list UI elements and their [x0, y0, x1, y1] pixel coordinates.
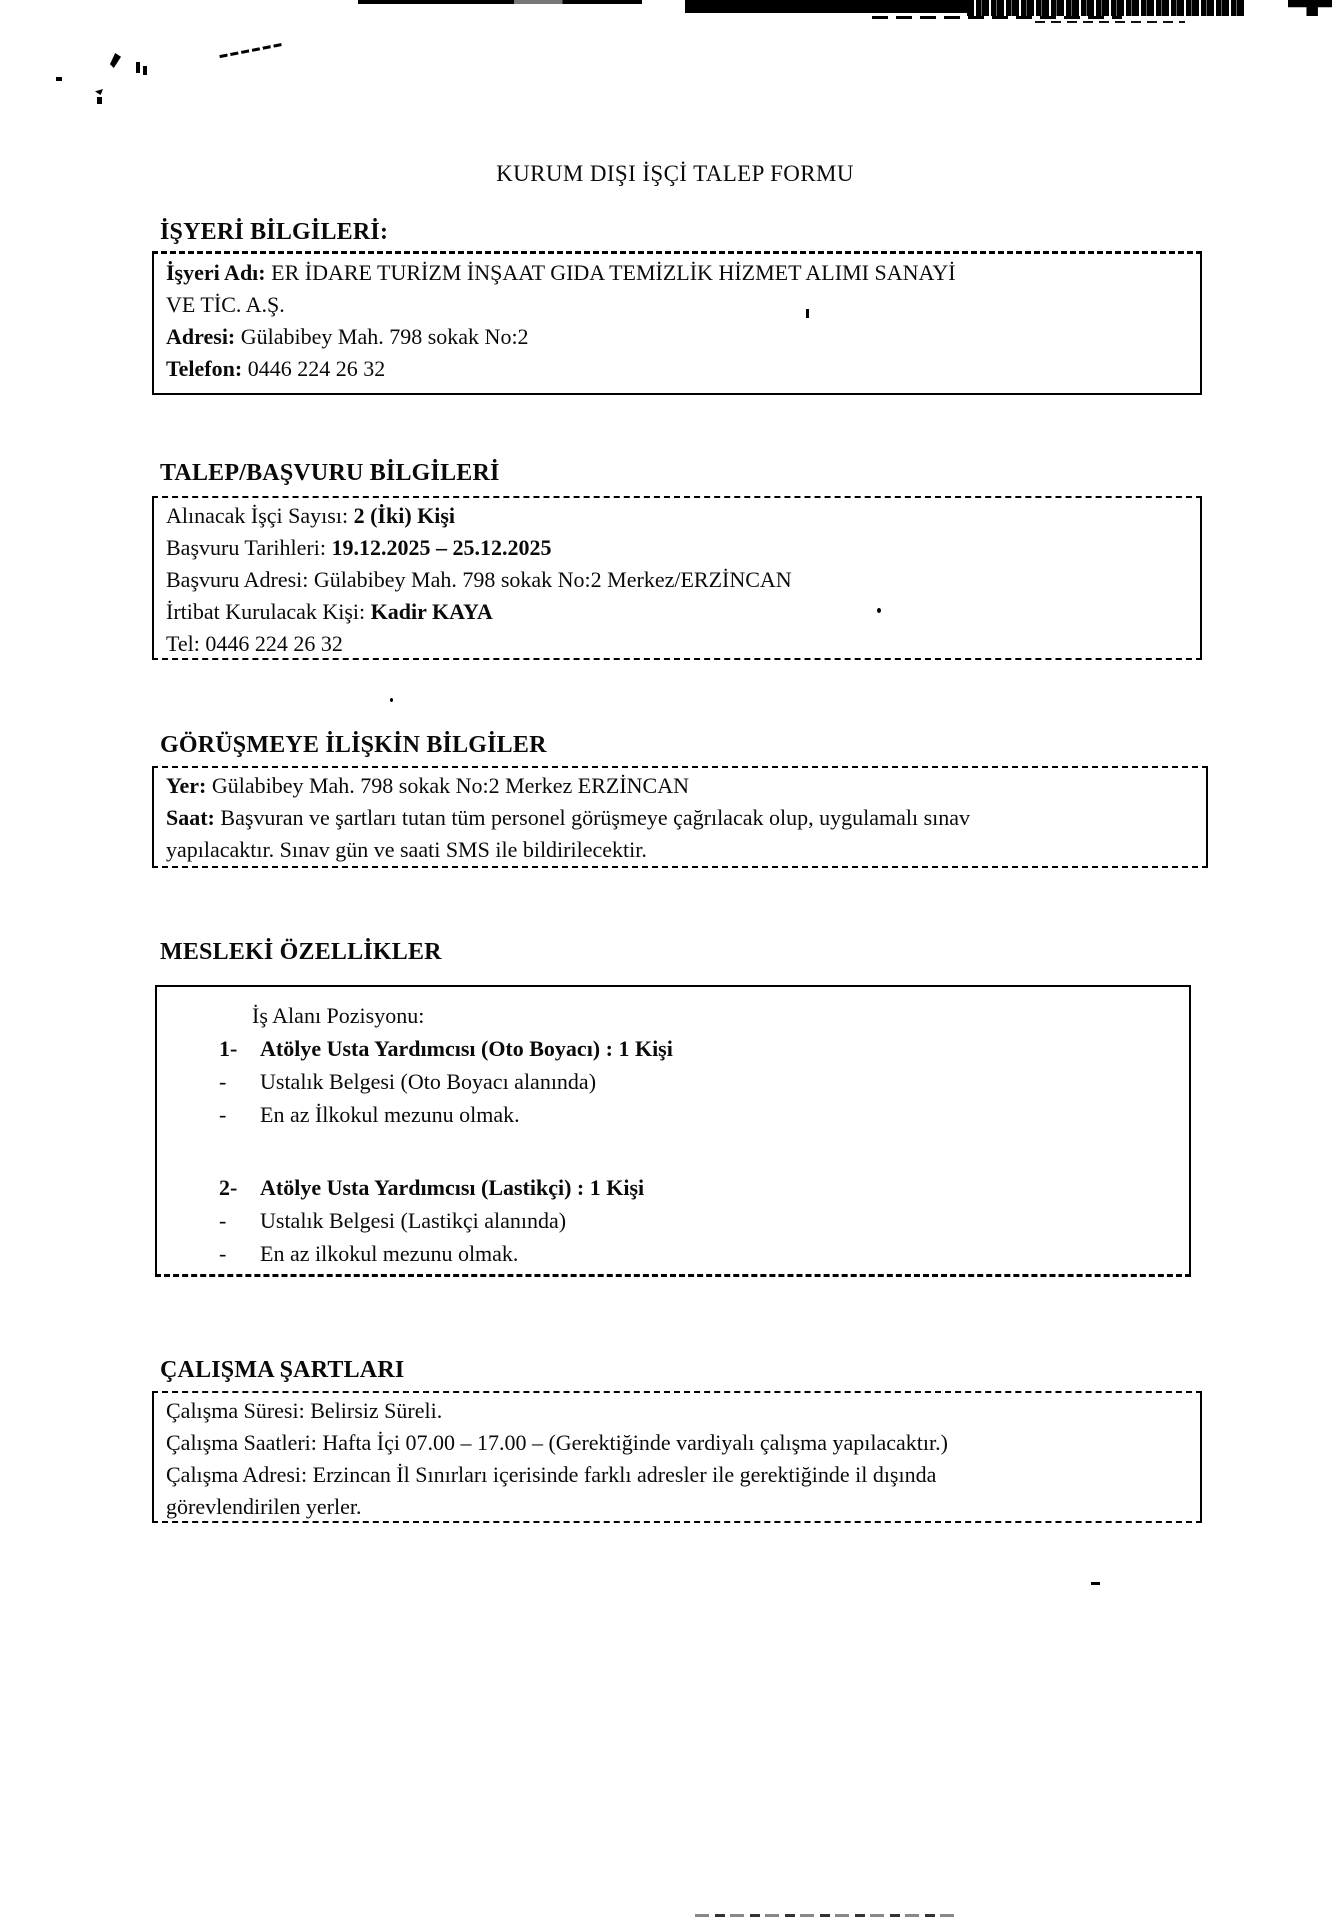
field-basvuru-tarihleri — [154, 532, 1200, 564]
field-label: Saat: — [166, 805, 215, 830]
field-value: Çalışma Adresi: Erzincan İl Sınırları içerisinde farklı adresler ile gerektiğinde il dışında — [166, 1462, 937, 1487]
item-text: Atölye Usta Yardımcısı (Oto Boyacı) : 1 Kişi — [260, 1036, 673, 1061]
field-value: 2 (İki) Kişi — [353, 503, 456, 528]
form-title: KURUM DIŞI İŞÇİ TALEP FORMU — [496, 161, 854, 186]
item-marker: 1- — [219, 1036, 238, 1061]
field-calisma-adresi — [154, 1459, 1200, 1491]
scan-artifact-barcode-bar — [967, 0, 1245, 16]
field-value: Kadir KAYA — [370, 599, 493, 624]
field-label: İşyeri Adı: — [166, 260, 266, 285]
field-isyeri-adi-cont — [154, 289, 1200, 321]
section-heading-calisma: ÇALIŞMA ŞARTLARI — [160, 1357, 405, 1383]
item-marker: - — [219, 1241, 227, 1266]
field-value: Başvuru Adresi: Gülabibey Mah. 798 sokak No:2 Merkez/ERZİNCAN — [166, 567, 792, 592]
field-irtibat-kisi — [154, 596, 1200, 628]
isyeri-info-box — [152, 251, 1202, 395]
item-marker: - — [219, 1102, 227, 1127]
scan-artifact-pen-stroke — [219, 43, 282, 58]
requirement-item — [157, 1065, 1189, 1098]
field-value: 0446 224 26 32 — [242, 356, 386, 381]
scan-artifact-speck — [1091, 1582, 1100, 1585]
field-telefon — [154, 353, 1200, 385]
section-heading-gorusme: GÖRÜŞMEYE İLİŞKİN BİLGİLER — [160, 732, 547, 758]
talep-info-box — [152, 496, 1202, 660]
scan-artifact-corner-mark — [1288, 0, 1332, 16]
field-value: görevlendirilen yerler. — [166, 1494, 362, 1519]
field-calisma-adresi-cont — [154, 1491, 1200, 1523]
field-value: Çalışma Saatleri: Hafta İçi 07.00 – 17.00 – (Gerektiğinde vardiyalı çalışma yapılacaktır.) — [166, 1430, 948, 1455]
spacer — [157, 1131, 1189, 1171]
mesleki-box — [155, 985, 1191, 1277]
scan-artifact-speck — [108, 53, 121, 68]
field-value: Çalışma Süresi: Belirsiz Süreli. — [166, 1398, 443, 1423]
field-saat-cont — [154, 834, 1206, 866]
item-text: Ustalık Belgesi (Lastikçi alanında) — [260, 1208, 567, 1233]
field-label: Adresi: — [166, 324, 236, 349]
section-heading-talep: TALEP/BAŞVURU BİLGİLERİ — [160, 460, 500, 486]
field-calisma-saatleri — [154, 1427, 1200, 1459]
item-text: En az ilkokul mezunu olmak. — [260, 1241, 519, 1266]
scan-artifact-speck — [390, 698, 393, 702]
section-heading-isyeri: İŞYERİ BİLGİLERİ: — [160, 219, 389, 245]
field-isci-sayisi — [154, 500, 1200, 532]
scan-artifact-dashes — [1035, 21, 1185, 23]
item-text: En az İlkokul mezunu olmak. — [260, 1102, 520, 1127]
field-value: Tel: 0446 224 26 32 — [166, 631, 343, 656]
requirement-item — [157, 1098, 1189, 1131]
field-calisma-suresi — [154, 1395, 1200, 1427]
field-yer — [154, 770, 1206, 802]
field-label: İrtibat Kurulacak Kişi: — [166, 599, 371, 624]
field-value: yapılacaktır. Sınav gün ve saati SMS ile bildirilecektir. — [166, 837, 647, 862]
scan-artifact-speck — [56, 77, 62, 81]
field-value: Başvuran ve şartları tutan tüm personel görüşmeye çağrılacak olup, uygulamalı sınav — [214, 805, 971, 830]
item-text: Atölye Usta Yardımcısı (Lastikçi) : 1 Kişi — [260, 1175, 645, 1200]
position-intro: İş Alanı Pozisyonu: — [252, 1003, 425, 1028]
scan-artifact-bottom-dashes — [695, 1914, 955, 1917]
field-value: VE TİC. A.Ş. — [166, 292, 285, 317]
scan-artifact-speck — [143, 66, 147, 75]
field-label: Alınacak İşçi Sayısı: — [166, 503, 354, 528]
field-basvuru-adresi — [154, 564, 1200, 596]
section-heading-mesleki: MESLEKİ ÖZELLİKLER — [160, 939, 442, 965]
scan-artifact-thin-line — [358, 0, 642, 4]
field-value: 19.12.2025 – 25.12.2025 — [331, 535, 552, 560]
field-isyeri-adi — [154, 257, 1200, 289]
item-text: Ustalık Belgesi (Oto Boyacı alanında) — [260, 1069, 597, 1094]
field-saat — [154, 802, 1206, 834]
scan-artifact-speck — [97, 97, 102, 104]
item-marker: 2- — [219, 1175, 238, 1200]
scan-artifact-dashes — [872, 16, 1122, 19]
calisma-box — [152, 1391, 1202, 1523]
field-label: Yer: — [166, 773, 207, 798]
field-label: Telefon: — [166, 356, 243, 381]
requirement-item — [157, 1204, 1189, 1237]
item-marker: - — [219, 1208, 227, 1233]
field-label: Başvuru Tarihleri: — [166, 535, 332, 560]
position-item-2 — [157, 1171, 1189, 1204]
item-marker: - — [219, 1069, 227, 1094]
gorusme-info-box — [152, 766, 1208, 868]
field-adresi — [154, 321, 1200, 353]
field-tel — [154, 628, 1200, 660]
scan-artifact-speck — [95, 89, 103, 95]
scan-artifact-black-bar — [685, 0, 967, 13]
requirement-item — [157, 1237, 1189, 1270]
field-value: ER İDARE TURİZM İNŞAAT GIDA TEMİZLİK HİZMET ALIMI SANAYİ — [265, 260, 956, 285]
scan-artifact-speck — [136, 62, 140, 73]
field-value: Gülabibey Mah. 798 sokak No:2 Merkez ERZİNCAN — [206, 773, 690, 798]
field-value: Gülabibey Mah. 798 sokak No:2 — [235, 324, 529, 349]
position-item-1 — [157, 1032, 1189, 1065]
